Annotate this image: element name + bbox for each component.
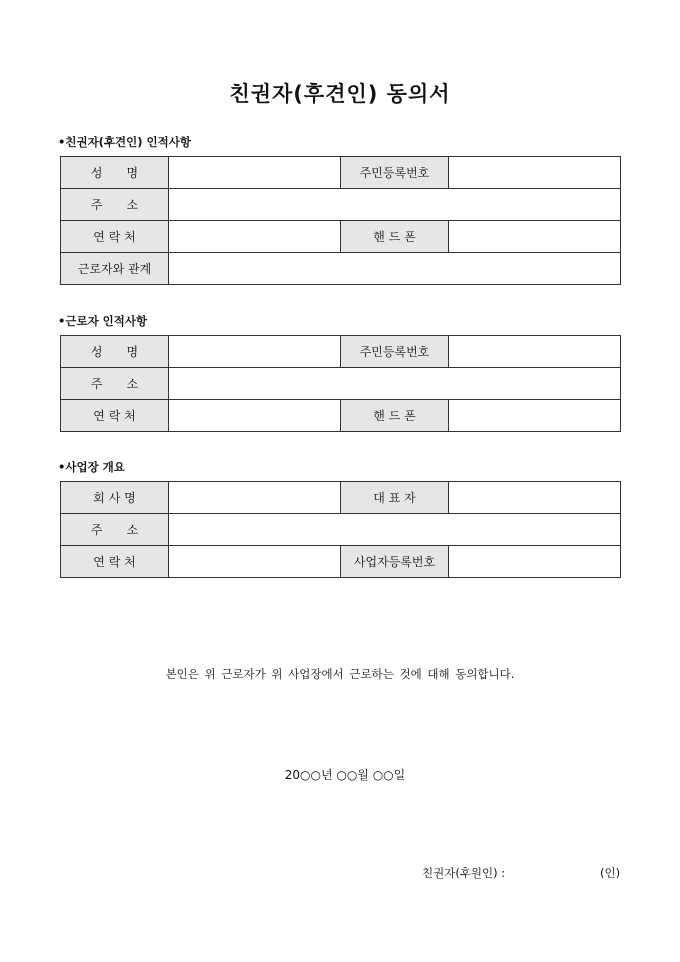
- worker-name-label: 성 명: [61, 336, 169, 368]
- consent-date: 20○○년 ○○월 ○○일: [284, 768, 406, 782]
- document-title: 친권자(후견인) 동의서: [229, 82, 451, 106]
- worker-resident-number-field[interactable]: [449, 336, 621, 368]
- table-row: [61, 221, 621, 253]
- consent-statement: 본인은 위 근로자가 위 사업장에서 근로하는 것에 대해 동의합니다.: [165, 667, 515, 681]
- workplace-info-table: [60, 481, 621, 578]
- worker-contact-field[interactable]: [169, 400, 341, 432]
- guardian-contact-label: 연 락 처: [61, 221, 169, 253]
- worker-mobile-label: 핸 드 폰: [341, 400, 449, 432]
- company-address-field[interactable]: [169, 514, 621, 546]
- guardian-resident-number-label: 주민등록번호: [341, 157, 449, 189]
- company-name-label: 회 사 명: [61, 482, 169, 514]
- signature-label: 친권자(후원인) :: [422, 866, 506, 880]
- table-row: [61, 336, 621, 368]
- table-row: [61, 482, 621, 514]
- guardian-name-field[interactable]: [169, 157, 341, 189]
- worker-mobile-field[interactable]: [449, 400, 621, 432]
- company-name-field[interactable]: [169, 482, 341, 514]
- guardian-info-table: [60, 156, 621, 285]
- table-row: [61, 189, 621, 221]
- worker-contact-label: 연 락 처: [61, 400, 169, 432]
- worker-name-field[interactable]: [169, 336, 341, 368]
- worker-info-table: [60, 335, 621, 432]
- table-row: [61, 368, 621, 400]
- guardian-resident-number-field[interactable]: [449, 157, 621, 189]
- worker-address-field[interactable]: [169, 368, 621, 400]
- worker-address-label: 주 소: [61, 368, 169, 400]
- section-heading-workplace: •사업장 개요: [58, 460, 125, 474]
- guardian-address-label: 주 소: [61, 189, 169, 221]
- guardian-relation-field[interactable]: [169, 253, 621, 285]
- guardian-name-label: 성 명: [61, 157, 169, 189]
- table-row: [61, 157, 621, 189]
- worker-resident-number-label: 주민등록번호: [341, 336, 449, 368]
- company-contact-label: 연 락 처: [61, 546, 169, 578]
- guardian-mobile-field[interactable]: [449, 221, 621, 253]
- company-address-label: 주 소: [61, 514, 169, 546]
- representative-field[interactable]: [449, 482, 621, 514]
- business-registration-field[interactable]: [449, 546, 621, 578]
- company-contact-field[interactable]: [169, 546, 341, 578]
- section-heading-guardian: •친권자(후견인) 인적사항: [58, 135, 191, 149]
- business-registration-label: 사업자등록번호: [341, 546, 449, 578]
- guardian-relation-label: 근로자와 관계: [61, 253, 169, 285]
- table-row: [61, 546, 621, 578]
- representative-label: 대 표 자: [341, 482, 449, 514]
- table-row: [61, 514, 621, 546]
- section-heading-worker: •근로자 인적사항: [58, 314, 148, 328]
- guardian-mobile-label: 핸 드 폰: [341, 221, 449, 253]
- guardian-contact-field[interactable]: [169, 221, 341, 253]
- table-row: [61, 400, 621, 432]
- guardian-address-field[interactable]: [169, 189, 621, 221]
- seal-mark: (인): [600, 866, 621, 880]
- table-row: [61, 253, 621, 285]
